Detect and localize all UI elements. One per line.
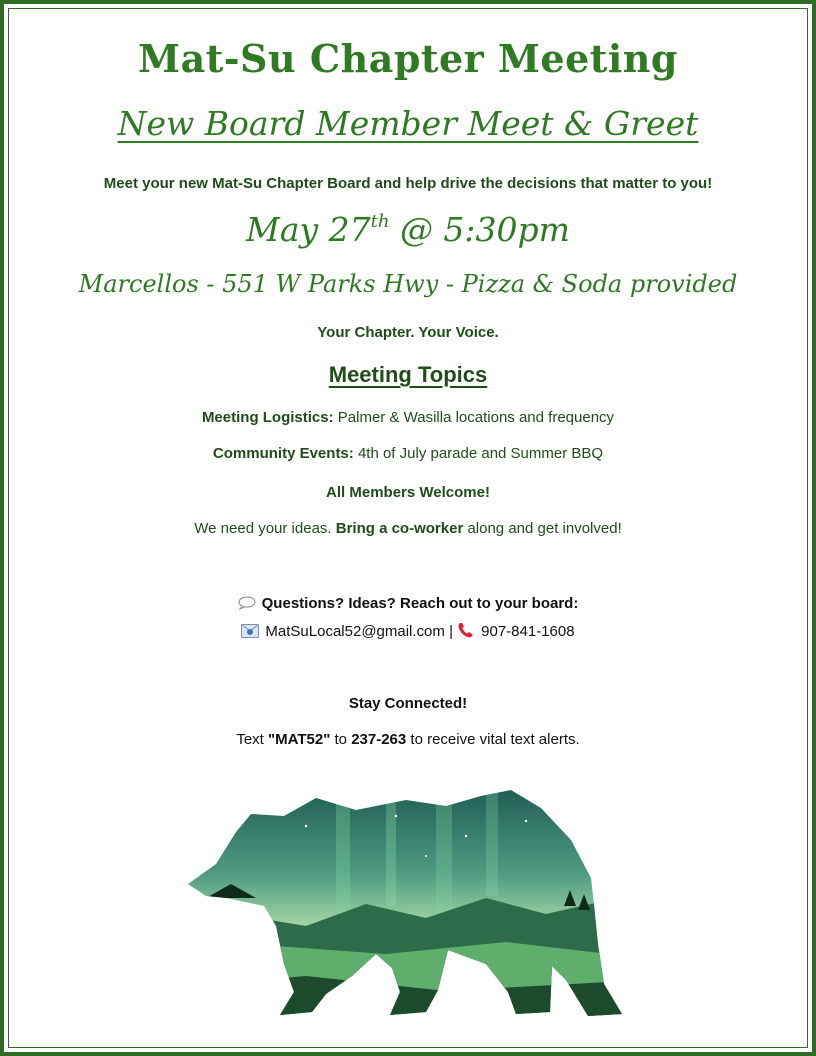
event-date	[0, 210, 816, 249]
text-alert-number: 237-263	[351, 731, 407, 748]
phone-icon	[457, 622, 475, 642]
ideas-bold: Bring a co-worker	[335, 520, 464, 537]
topic-label: Community Events:	[212, 445, 354, 462]
ideas-post: along and get involved!	[463, 520, 622, 537]
date-month-day: May 27	[246, 210, 371, 249]
contact-phone[interactable]: 907-841-1608	[481, 623, 575, 640]
text-alert-post: to receive vital text alerts.	[406, 731, 580, 748]
speech-bubble-icon	[238, 596, 256, 614]
topic-text: 4th of July parade and Summer BBQ	[353, 445, 604, 462]
tagline: Your Chapter. Your Voice.	[317, 324, 499, 341]
flyer-title: Mat-Su Chapter Meeting	[138, 36, 678, 81]
contact-prompt-text: Questions? Ideas? Reach out to your board:	[261, 595, 579, 612]
topic-item	[0, 409, 816, 426]
contact-email[interactable]: MatSuLocal52@gmail.com	[265, 623, 445, 640]
contact-separator: |	[444, 623, 458, 640]
flyer-subtitle: New Board Member Meet & Greet	[117, 104, 699, 143]
ideas-pre: We need your ideas.	[194, 520, 336, 537]
topic-text: Palmer & Wasilla locations and frequency	[333, 409, 615, 426]
welcome-text: All Members Welcome!	[326, 484, 490, 501]
ideas-text	[0, 520, 816, 537]
intro-text: Meet your new Mat-Su Chapter Board and help drive the decisions that matter to you!	[103, 175, 713, 192]
text-alert-pre: Text	[236, 731, 269, 748]
text-alert-mid: to	[330, 731, 352, 748]
topic-label: Meeting Logistics:	[201, 409, 334, 426]
date-suffix: th	[370, 211, 390, 232]
text-alert-keyword: "MAT52"	[268, 731, 331, 748]
text-alert	[0, 731, 816, 748]
contact-details	[0, 622, 816, 642]
stay-connected: Stay Connected!	[348, 695, 468, 712]
date-time: @ 5:30pm	[389, 210, 570, 249]
topics-heading: Meeting Topics	[328, 362, 488, 387]
event-location: Marcellos - 551 W Parks Hwy - Pizza & Soda provided	[78, 270, 738, 298]
topic-item	[0, 445, 816, 462]
contact-prompt	[0, 595, 816, 614]
email-icon	[241, 624, 259, 642]
bear-silhouette-image	[186, 786, 626, 1036]
